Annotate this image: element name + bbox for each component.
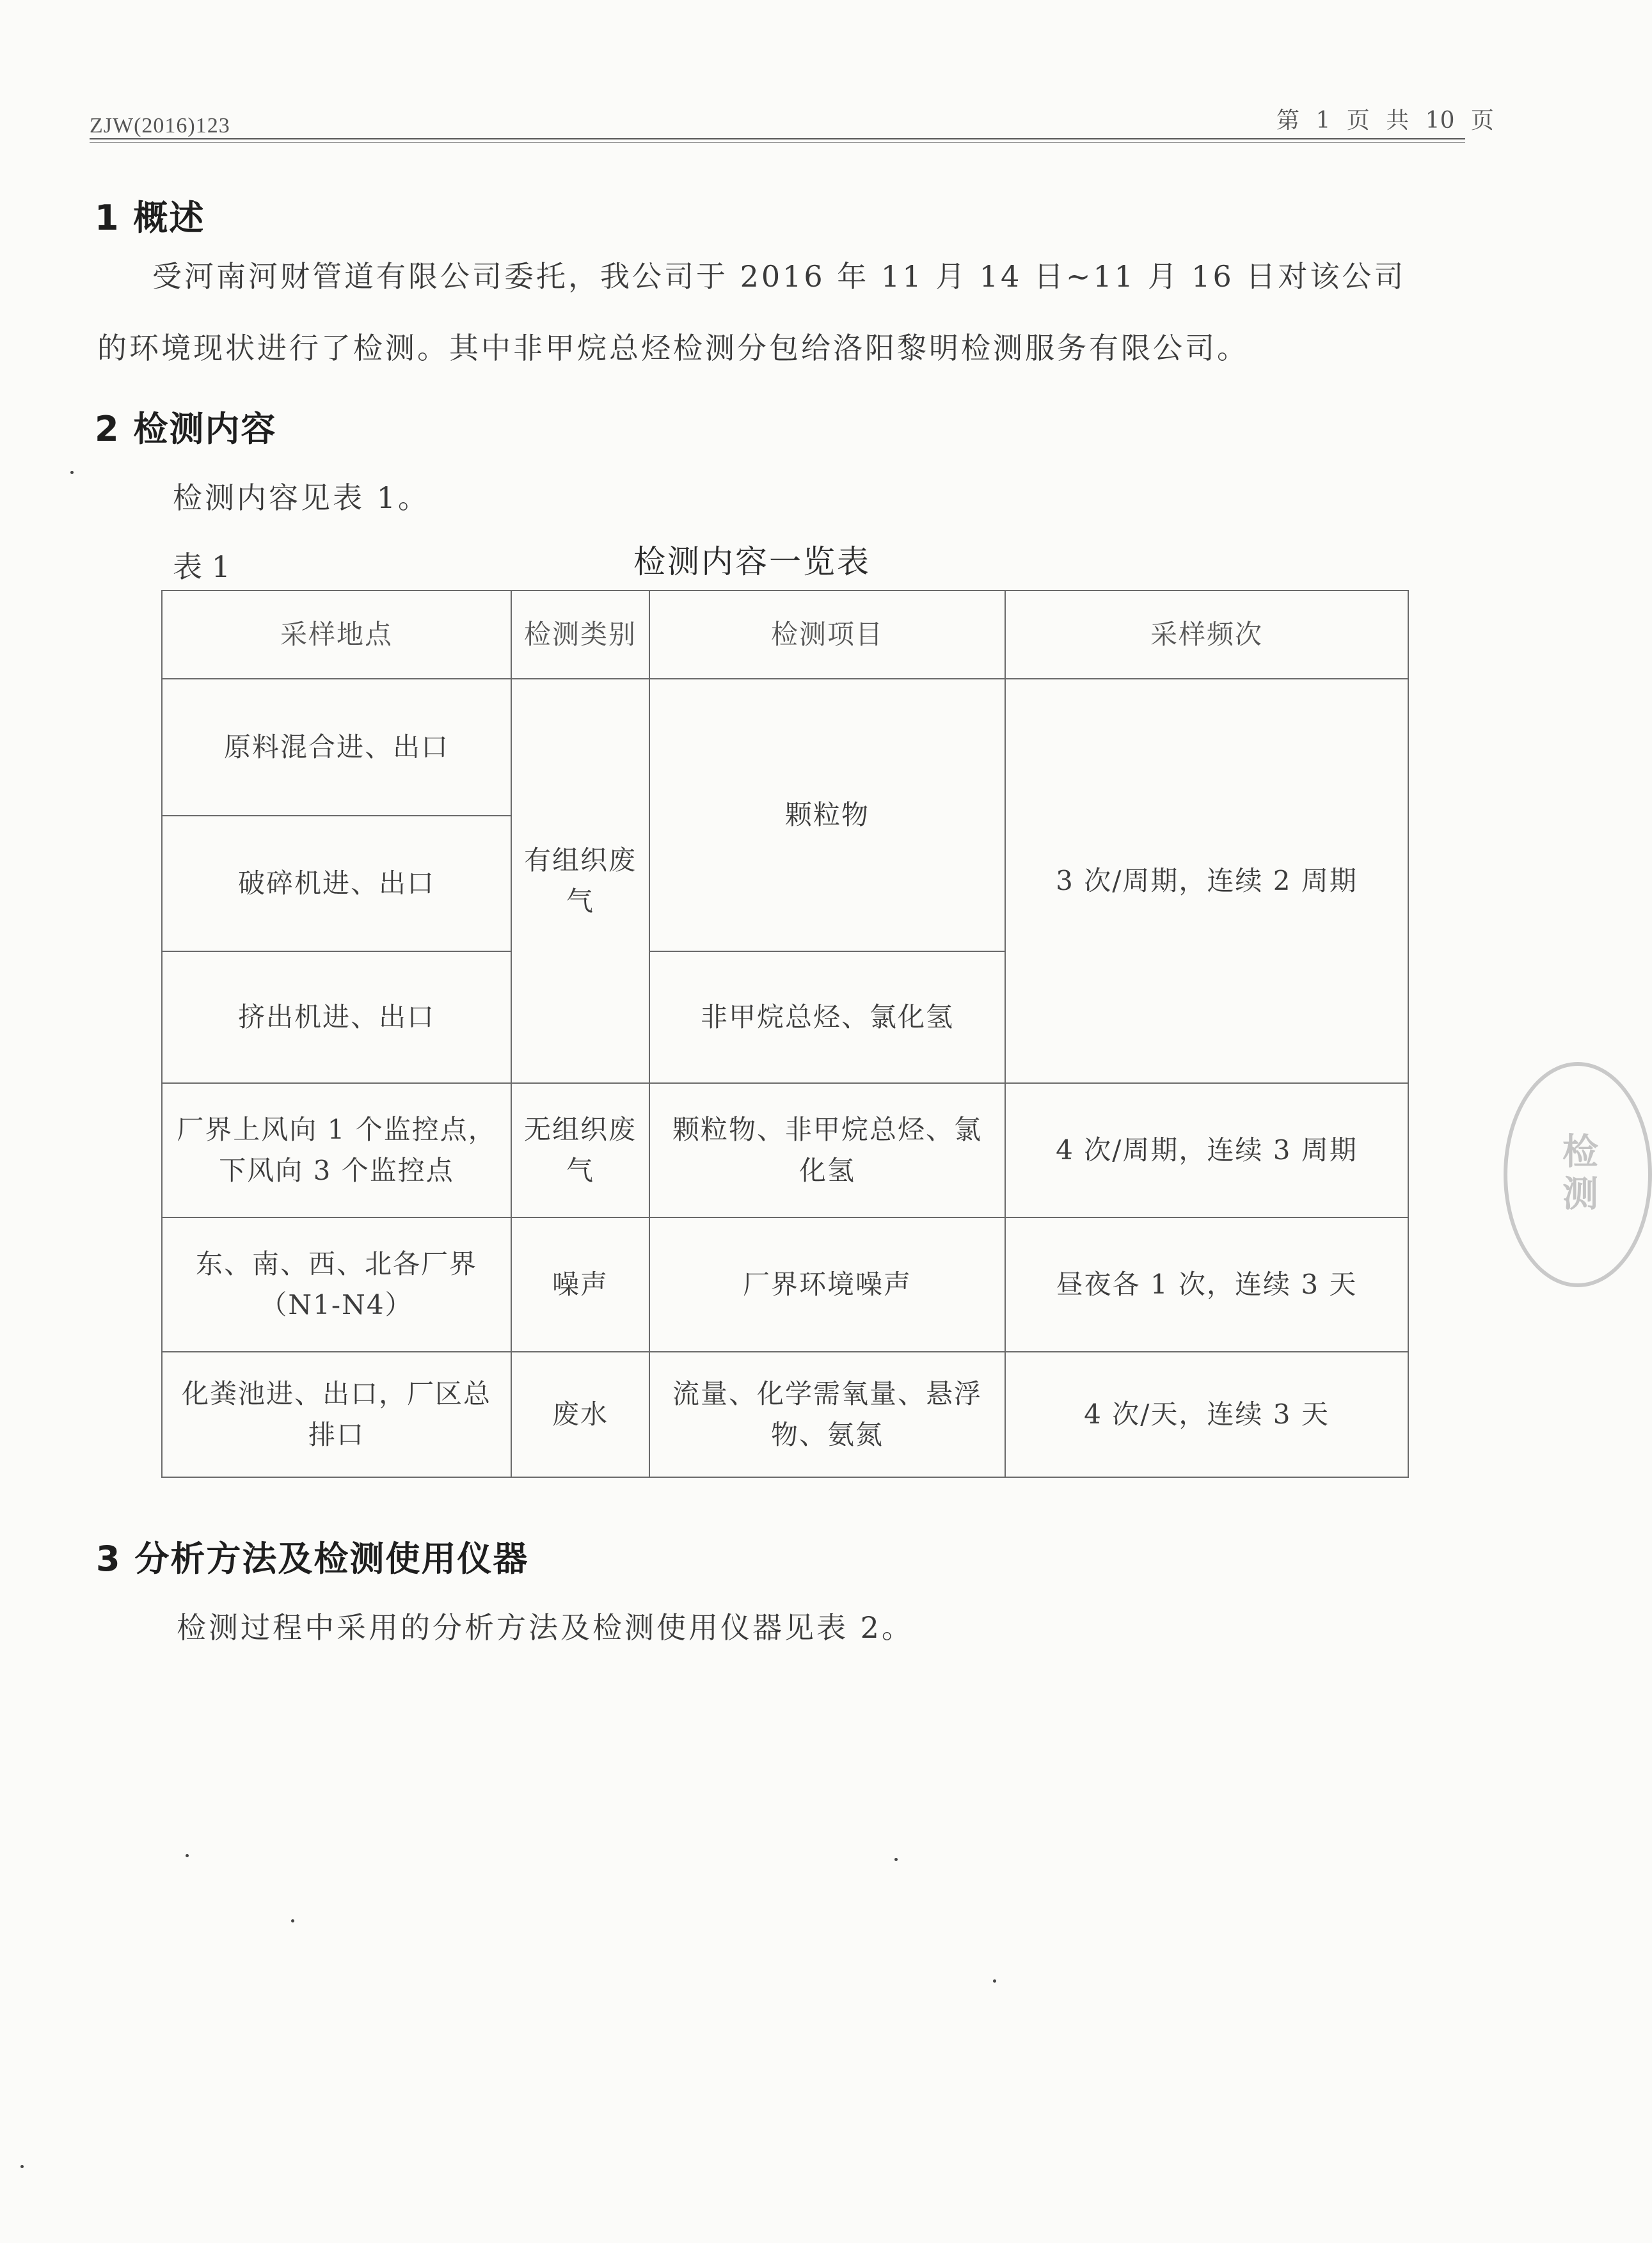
table-header-row <box>162 590 1408 679</box>
items-cell: 颗粒物 <box>649 679 1005 951</box>
location-cell: 原料混合进、出口 <box>162 679 511 816</box>
section-2-heading: 2 检测内容 <box>95 409 277 449</box>
scan-speck <box>993 1979 996 1983</box>
company-seal-stamp: 检测 <box>1504 1062 1652 1287</box>
scan-speck <box>894 1858 898 1861</box>
table-title: 检测内容一览表 <box>633 543 871 580</box>
table-row <box>162 1083 1408 1217</box>
section-2-paragraph: 检测内容见表 1。 <box>173 480 430 515</box>
location-cell: 挤出机进、出口 <box>162 951 511 1083</box>
section-1-heading: 1 概述 <box>95 198 205 238</box>
header-rule-secondary <box>90 142 1465 143</box>
items-cell: 颗粒物、非甲烷总烃、氯化氢 <box>649 1083 1005 1217</box>
items-cell: 厂界环境噪声 <box>649 1217 1005 1352</box>
table-row <box>162 679 1408 816</box>
frequency-cell: 4 次/周期，连续 3 周期 <box>1005 1083 1408 1217</box>
section-3-paragraph: 检测过程中采用的分析方法及检测使用仪器见表 2。 <box>177 1610 914 1645</box>
category-cell: 有组织废气 <box>511 679 649 1083</box>
detection-content-table <box>161 590 1409 1478</box>
table-row <box>162 1352 1408 1477</box>
header-category: 检测类别 <box>511 590 649 679</box>
section-3-heading: 3 分析方法及检测使用仪器 <box>96 1539 529 1579</box>
scan-speck <box>291 1919 294 1922</box>
items-cell: 非甲烷总烃、氯化氢 <box>649 951 1005 1083</box>
frequency-cell: 昼夜各 1 次，连续 3 天 <box>1005 1217 1408 1352</box>
category-cell: 无组织废气 <box>511 1083 649 1217</box>
items-cell: 流量、化学需氧量、悬浮物、氨氮 <box>649 1352 1005 1477</box>
location-cell: 东、南、西、北各厂界（N1-N4） <box>162 1217 511 1352</box>
header-location: 采样地点 <box>162 590 511 679</box>
scan-speck <box>186 1854 189 1857</box>
category-cell: 废水 <box>511 1352 649 1477</box>
location-cell: 厂界上风向 1 个监控点，下风向 3 个监控点 <box>162 1083 511 1217</box>
header-frequency: 采样频次 <box>1005 590 1408 679</box>
section-1-paragraph-line-1: 受河南河财管道有限公司委托，我公司于 2016 年 11 月 14 日~11 月 16 日对该公司 <box>152 259 1406 294</box>
scan-speck <box>20 2165 24 2168</box>
section-1-paragraph-line-2: 的环境现状进行了检测。其中非甲烷总烃检测分包给洛阳黎明检测服务有限公司。 <box>97 331 1249 365</box>
table-row <box>162 1217 1408 1352</box>
header-items: 检测项目 <box>649 590 1005 679</box>
frequency-cell: 4 次/天，连续 3 天 <box>1005 1352 1408 1477</box>
frequency-cell: 3 次/周期，连续 2 周期 <box>1005 679 1408 1083</box>
location-cell: 破碎机进、出口 <box>162 816 511 951</box>
location-cell: 化粪池进、出口，厂区总排口 <box>162 1352 511 1477</box>
page-indicator: 第 1 页 共 10 页 <box>1276 107 1494 134</box>
table-label: 表 1 <box>173 550 230 584</box>
scan-speck <box>70 471 74 474</box>
header-rule <box>90 138 1465 139</box>
category-cell: 噪声 <box>511 1217 649 1352</box>
document-number: ZJW(2016)123 <box>90 114 230 138</box>
